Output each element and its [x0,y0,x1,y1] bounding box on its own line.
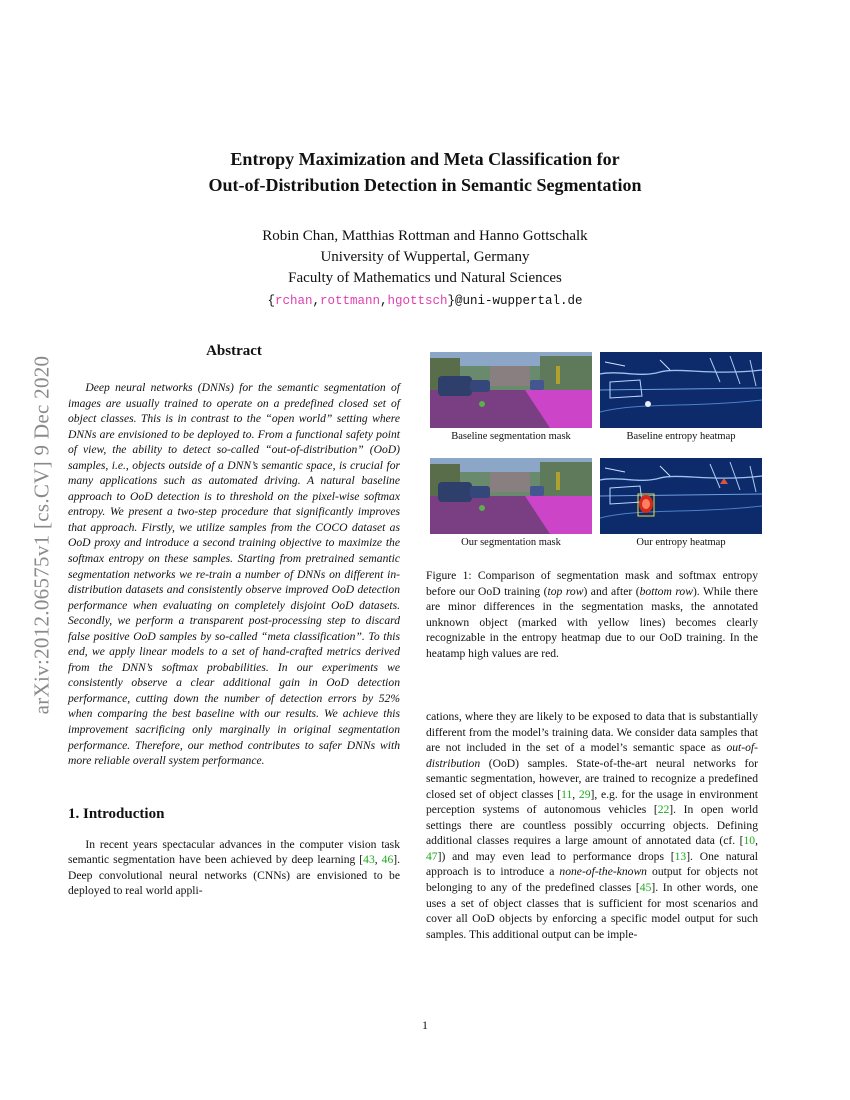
figure-cell-our-mask [430,458,592,564]
subcaption-baseline-heatmap: Baseline entropy heatmap [626,431,736,442]
email-user-rottmann[interactable]: rottmann [319,294,380,308]
author-names: Robin Chan, Matthias Rottman and Hanno Gottschalk [262,228,588,244]
affiliation-faculty: Faculty of Mathematics und Natural Sciences [288,270,562,286]
figure-grid [430,352,758,564]
abstract-heading: Abstract [206,343,262,359]
subcaption-baseline-mask: Baseline segmentation mask [451,431,571,442]
affiliation-university: University of Wuppertal, Germany [320,249,530,265]
author-emails[interactable]: {rchan,rottmann,hgottsch}@uni-wuppertal.de [267,294,583,308]
right-column-body [426,709,758,942]
author-block [0,226,850,311]
our-segmentation-image [430,458,592,534]
figure-1-caption: Figure 1: Comparison of segmentation mask and softmax entropy before our OoD training (top row) and after (bottom row). While there are minor differences in the segmentation masks, the annotated unknown object (marked with yellow lines) becomes clearly recognizable in the entropy heatmap due to our OoD training. In the heatamp high values are red. [426,569,758,660]
abstract-text: Deep neural networks (DNNs) for the semantic segmentation of images are usually trained to operate on a predefined closed set of object classes. This is in contrast to the “open world” setting where DNNs are envisioned to be deployed to. From a functional safety point of view, the ability to detect so-called “out-of-distribution” (OoD) samples, i.e., objects outside of a DNN’s semantic space, is crucial for many applications such as automated driving. A natural baseline approach to OoD detection is to threshold on the pixel-wise softmax entropy. We present a two-step procedure that significantly improves that approach. Firstly, we utilize samples from the COCO dataset as OoD proxy and introduce a second training objective to maximize the softmax entropy on these samples. Starting from pretrained semantic segmentation networks we re-train a number of DNNs on different in-distribution datasets and consistently observe improved OoD detection performance when evaluating on completely disjoint OoD datasets. Secondly, we perform a transparent post-processing step to discard false positive OoD samples by so-called “meta classification”. To this end, we apply linear models to a set of hand-crafted metrics derived from the DNN’s softmax probabilities. In our experiments we consistently observe a clear additional gain in OoD detection performance, cutting down the number of detection errors by 52% when comparing the best baseline with our results. We achieve this improvement sacrificing only marginally in original segmentation performance. Therefore, our method contributes to safer DNNs with more reliable overall system performance. [68,381,400,768]
figure-1 [426,352,758,661]
introduction-continued: cations, where they are likely to be exposed to data that is substantially different from the model’s training data. We consider data samples that are not included in the set of a model’s semantic space as out-of-distribution (OoD) samples. State-of-the-art neural networks for semantic segmentation, however, are trained to recognize a predefined closed set of object classes [11, 29], e.g. for the usage in environment perception systems of autonomous vehicles [22]. In open world settings there are countless possibly occurring objects. Defining additional classes requires a large amount of annotated data (cf. [10, 47]) and may even lead to performance drops [13]. One natural approach is to introduce a none-of-the-known output for objects not belonging to any of the predefined classes [45]. In other words, one uses a set of object classes that is sufficient for most scenarios and cover all OoD objects by enforcing a specific model output for such samples. This additional output can be imple- [426,710,759,941]
citation-43[interactable]: 43 [363,853,375,867]
our-entropy-heatmap-image [600,458,762,534]
citation-13[interactable]: 13 [674,849,687,863]
figure-cell-baseline-mask [430,352,592,458]
citation-46[interactable]: 46 [381,853,394,867]
figure-cell-our-heatmap [600,458,762,564]
email-user-hgottsch[interactable]: hgottsch [387,294,448,308]
left-column [68,342,400,899]
title-line-2: Out-of-Distribution Detection in Semantic Segmentation [208,175,642,195]
baseline-entropy-heatmap-image [600,352,762,428]
citation-45[interactable]: 45 [639,881,652,895]
page-number: 1 [422,1018,428,1032]
introduction-paragraph: In recent years spectacular advances in the computer vision task semantic segmentation have been achieved by deep learning [43, 46]. Deep convolutional neural networks (CNNs) are envisioned to be deployed to real world appli- [68,837,401,898]
subcaption-our-mask: Our segmentation mask [461,537,561,548]
citation-22[interactable]: 22 [657,803,670,817]
introduction-heading: 1. Introduction [68,805,165,822]
citation-11[interactable]: 11 [561,787,573,801]
citation-29[interactable]: 29 [578,787,591,801]
arxiv-stamp [24,290,60,780]
citation-10[interactable]: 10 [743,834,756,848]
paper-title [0,146,850,198]
title-line-1: Entropy Maximization and Meta Classification for [230,149,620,169]
email-user-rchan[interactable]: rchan [274,294,313,308]
citation-47[interactable]: 47 [426,849,438,863]
baseline-segmentation-image [430,352,592,428]
figure-cell-baseline-heatmap [600,352,762,458]
subcaption-our-heatmap: Our entropy heatmap [636,537,726,548]
arxiv-id: arXiv:2012.06575v1 [cs.CV] 9 Dec 2020 [29,355,54,715]
